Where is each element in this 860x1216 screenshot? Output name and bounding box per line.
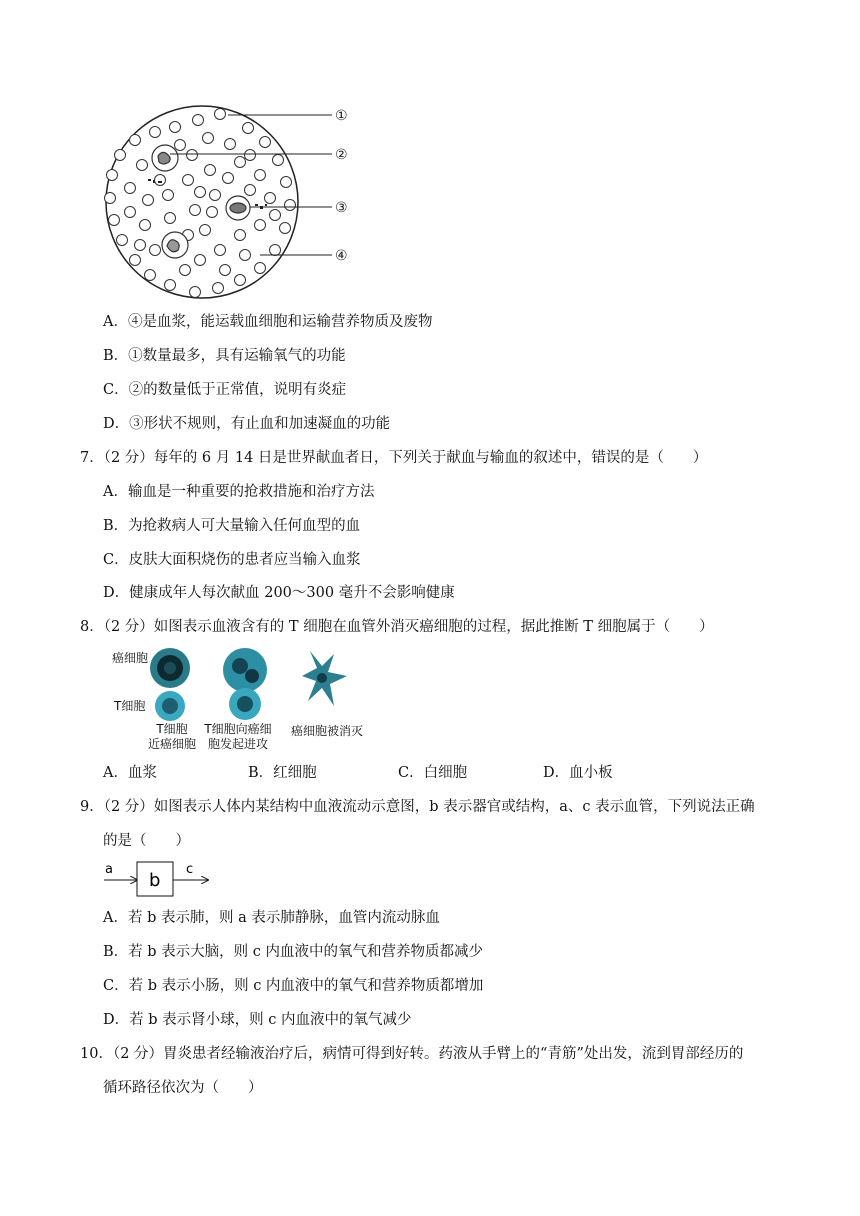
red-blood-cell — [203, 133, 214, 144]
marker-3: ③ — [335, 200, 348, 216]
red-blood-cell — [190, 205, 201, 216]
q6-option-a: A．④是血浆，能运载血细胞和运输营养物质及废物 — [103, 314, 433, 330]
red-blood-cell — [115, 150, 126, 161]
red-blood-cell — [245, 150, 256, 161]
q8-option-d: D．血小板 — [543, 765, 613, 781]
q9-stem-line2: 的是（ ） — [103, 833, 190, 849]
figure-marker-labels — [335, 108, 348, 264]
q6-option-c: C．②的数量低于正常值，说明有炎症 — [103, 382, 347, 398]
red-blood-cell — [281, 177, 292, 188]
q7-option-c: C．皮肤大面积烧伤的患者应当输入血浆 — [103, 552, 361, 568]
caption-2-line1: T细胞向癌细 — [204, 722, 272, 736]
red-blood-cell — [255, 220, 266, 231]
red-blood-cell — [255, 263, 266, 274]
red-blood-cell — [165, 280, 176, 291]
caption-2-line2: 胞发起进攻 — [207, 737, 268, 751]
red-blood-cell — [180, 265, 191, 276]
red-blood-cell — [195, 255, 206, 266]
q10-stem-line1: 10．（2 分）胃炎患者经输液治疗后，病情可得到好转。药液从手臂上的“青筋”处出发，流到胃部经历的 — [80, 1046, 744, 1062]
red-blood-cell — [117, 235, 128, 246]
q7-option-b: B．为抢救病人可大量输入任何血型的血 — [103, 518, 361, 534]
q8-stem: 8．（2 分）如图表示血液含有的 T 细胞在血管外消灭癌细胞的过程，据此推断 T 细胞属于（ ） — [80, 619, 714, 635]
red-blood-cell — [215, 245, 226, 256]
red-blood-cell — [225, 139, 236, 150]
q9-option-d: D．若 b 表示肾小球，则 c 内血液中的氧气减少 — [103, 1012, 412, 1028]
red-blood-cell — [215, 109, 226, 120]
red-blood-cell — [273, 155, 284, 166]
red-blood-cell — [107, 170, 118, 181]
label-a: a — [105, 862, 113, 877]
q9-option-b: B．若 b 表示大脑，则 c 内血液中的氧气和营养物质都减少 — [103, 944, 483, 960]
caption-1-line2: 近癌细胞 — [147, 737, 196, 751]
red-blood-cell — [255, 170, 266, 181]
red-blood-cell — [135, 240, 146, 251]
q8-option-a: A．血浆 — [103, 765, 157, 781]
q6-option-d: D．③形状不规则，有止血和加速凝血的功能 — [103, 416, 391, 432]
label-cancer-cell: 癌细胞 — [112, 651, 149, 665]
destroyed-cancer-cell-icon — [302, 651, 347, 706]
red-blood-cell — [220, 265, 231, 276]
marker-1: ① — [335, 108, 348, 124]
red-blood-cell — [280, 223, 291, 234]
label-c: c — [186, 862, 194, 877]
red-blood-cell — [163, 190, 174, 201]
red-blood-cell — [235, 230, 246, 241]
caption-1-line1: T细胞 — [156, 722, 188, 736]
label-t-cell: T细胞 — [114, 699, 146, 713]
red-blood-cell — [137, 160, 148, 171]
red-blood-cell — [140, 220, 151, 231]
q8-option-b: B．红细胞 — [248, 765, 317, 781]
red-blood-cell — [245, 185, 256, 196]
red-blood-cell — [190, 287, 201, 298]
q10-stem-line2: 循环路径依次为（ ） — [103, 1080, 263, 1096]
q9-option-c: C．若 b 表示小肠，则 c 内血液中的氧气和营养物质都增加 — [103, 978, 484, 994]
red-blood-cell — [150, 127, 161, 138]
red-blood-cell — [240, 250, 251, 261]
red-blood-cell — [150, 245, 161, 256]
red-blood-cell — [243, 123, 254, 134]
red-blood-cell — [260, 137, 271, 148]
q9-option-a: A．若 b 表示肺，则 a 表示肺静脉，血管内流动脉血 — [103, 910, 440, 926]
t-cell-figure — [112, 646, 372, 756]
red-blood-cell — [270, 245, 281, 256]
red-blood-cell — [130, 255, 141, 266]
red-blood-cell — [200, 225, 211, 236]
label-b: b — [149, 870, 161, 891]
red-blood-cell — [170, 122, 181, 133]
q9-stem-line1: 9．（2 分）如图表示人体内某结构中血液流动示意图，b 表示器官或结构，a、c 表示血管，下列说法正确 — [80, 799, 755, 815]
red-blood-cell — [207, 207, 218, 218]
red-blood-cell — [213, 283, 224, 294]
red-blood-cell — [155, 175, 166, 186]
red-blood-cell — [125, 207, 136, 218]
red-blood-cell — [187, 150, 198, 161]
red-blood-cell — [285, 200, 296, 211]
marker-4: ④ — [335, 248, 348, 264]
red-blood-cell — [235, 157, 246, 168]
red-blood-cell — [145, 270, 156, 281]
t-cell-attacking-icon — [223, 648, 267, 720]
red-blood-cell — [109, 215, 120, 226]
red-blood-cell — [165, 213, 176, 224]
red-blood-cell — [130, 135, 141, 146]
marker-2: ② — [335, 147, 348, 163]
q8-option-c: C．白细胞 — [398, 765, 468, 781]
caption-3: 癌细胞被消灭 — [290, 724, 363, 738]
blood-smear-figure — [100, 100, 360, 310]
q7-option-d: D．健康成年人每次献血 200～300 毫升不会影响健康 — [103, 585, 455, 601]
q6-option-b: B．①数量最多，具有运输氧气的功能 — [103, 348, 346, 364]
red-blood-cell — [235, 275, 246, 286]
red-blood-cell — [223, 173, 234, 184]
blood-flow-diagram — [100, 856, 220, 902]
red-blood-cell — [175, 140, 186, 151]
red-blood-cell — [205, 165, 216, 176]
red-blood-cell — [105, 193, 116, 204]
red-blood-cell — [195, 187, 206, 198]
red-blood-cell — [265, 193, 276, 204]
red-blood-cell — [210, 190, 221, 201]
red-blood-cell — [270, 210, 281, 221]
t-cell-icon — [155, 691, 185, 721]
red-blood-cell — [125, 183, 136, 194]
red-blood-cell — [193, 115, 204, 126]
red-blood-cell — [143, 195, 154, 206]
cancer-cell-icon — [150, 648, 190, 688]
red-blood-cell — [183, 175, 194, 186]
q7-option-a: A．输血是一种重要的抢救措施和治疗方法 — [103, 484, 375, 500]
q7-stem: 7．（2 分）每年的 6 月 14 日是世界献血者日，下列关于献血与输血的叙述中，错误的是（ ） — [80, 450, 708, 466]
